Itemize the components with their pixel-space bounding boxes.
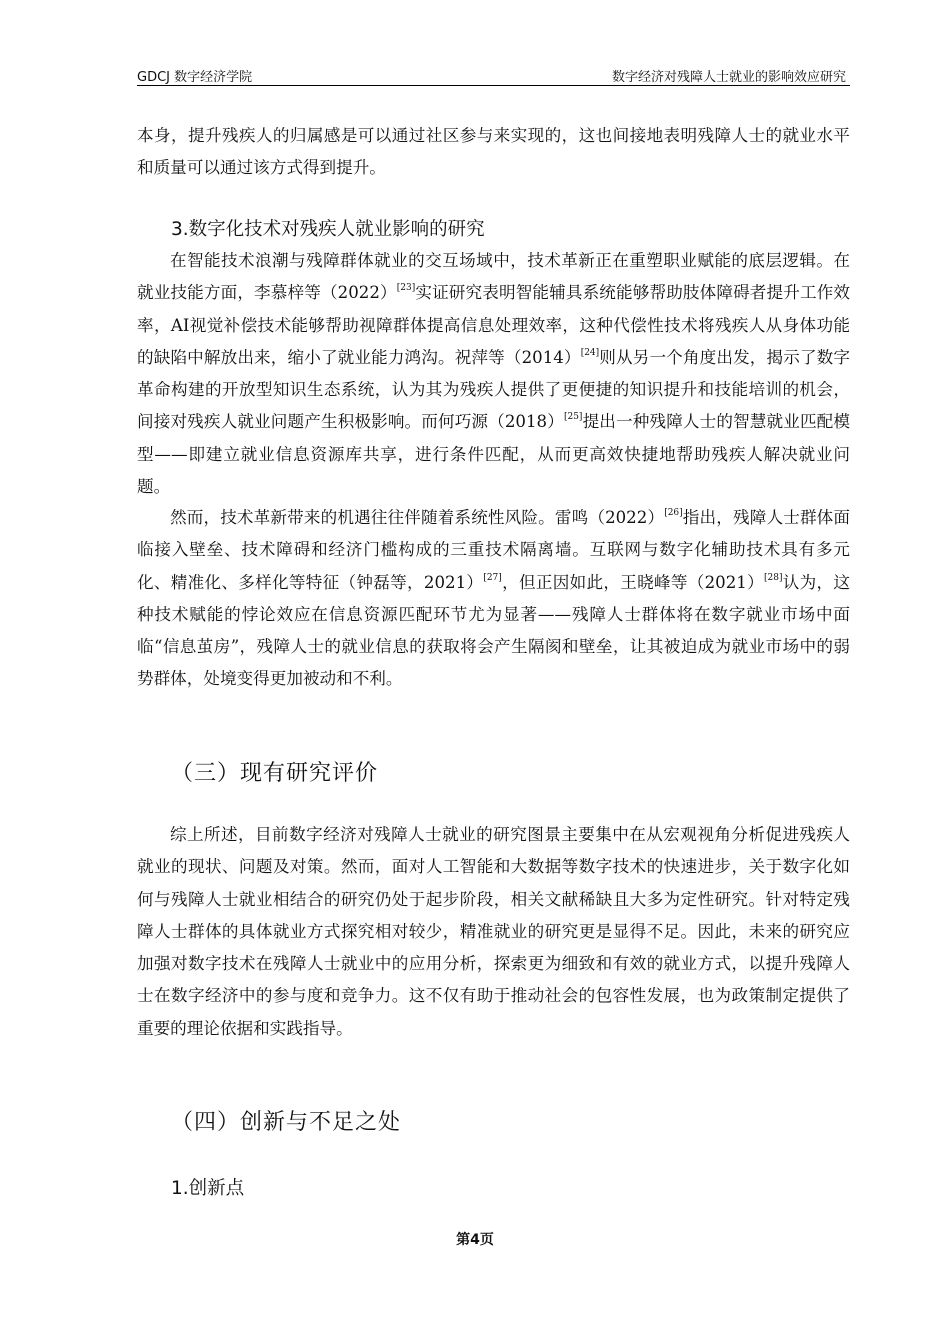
text-span: 在智能技术浪潮与残障群体就业的交互场域中，技术革新正在重塑职业赋能的底层逻辑。在就业技能方面，李慕梓等（2022）	[137, 251, 850, 303]
citation-ref: [28]	[764, 572, 783, 583]
text-span: 指出，残障人士群体面临接入壁垒、技术障碍和经济门槛构成的三重技术隔离墙。互联网与数字化辅助技术具有多元化、精准化、多样化等特征（钟磊等，2021）	[137, 508, 851, 592]
header-left-text: GDCJ 数字经济学院	[137, 70, 253, 85]
intro-paragraph: 本身，提升残疾人的归属感是可以通过社区参与来实现的，这也间接地表明残障人士的就业水平和质量可以通过该方式得到提升。	[137, 126, 850, 178]
text-span: 然而，技术革新带来的机遇往往伴随着系统性风险。雷鸣（2022）	[170, 508, 665, 527]
text-span: 则从另一个角度出发，揭示了数字革命构建的开放型知识生态系统，认为其为残疾人提供了更便捷的知识提升和技能培训的机会，间接对残疾人就业问题产生积极影响。而何巧源（2018）	[137, 347, 850, 432]
section-evaluation-heading: （三）现有研究评价	[171, 761, 379, 786]
section-3-heading: 3.数字化技术对残疾人就业影响的研究	[171, 219, 485, 240]
citation-ref: [26]	[664, 508, 683, 518]
citation-ref: [27]	[483, 572, 502, 583]
evaluation-paragraph: 综上所述，目前数字经济对残障人士就业的研究图景主要集中在从宏观视角分析促进残疾人就业的现状、问题及对策。然而，面对人工智能和大数据等数字技术的快速进步，关于数字化如何与残障人士就业相结合的研究仍处于起步阶段，相关文献稀缺且大多为定性研究。针对特定残障人士群体的具体就业方式探究相对较少，精准就业的研究更是显得不足。因此，未来的研究应加强对数字技术在残障人士就业中的应用分析，探索更为细致和有效的就业方式，以提升残障人士在数字经济中的参与度和竞争力。这不仅有助于推动社会的包容性发展，也为政策制定提供了重要的理论依据和实践指导。	[137, 825, 850, 1038]
page-number: 第4页	[456, 1232, 494, 1248]
section-innovation-heading: （四）创新与不足之处	[171, 1110, 402, 1135]
section-3-paragraph-1	[137, 245, 850, 503]
citation-ref: [25]	[563, 412, 583, 423]
citation-ref: [24]	[580, 347, 600, 358]
text-span: ，但正因如此，王晓峰等（2021）	[501, 572, 765, 592]
header-rule	[137, 85, 850, 86]
section-3-paragraph-2	[137, 502, 850, 696]
text-span: 提出一种残障人士的智慧就业匹配模型——即建立就业信息资源库共享，进行条件匹配，从而更高效快捷地帮助残疾人解决就业问题。	[137, 412, 851, 497]
citation-ref: [23]	[396, 283, 416, 294]
page-header	[137, 66, 850, 86]
header-right-text: 数字经济对残障人士就业的影响效应研究	[611, 70, 846, 85]
innovation-subheading: 1.创新点	[171, 1178, 245, 1199]
text-span: 实证研究表明智能辅具系统能够帮助肢体障碍者提升工作效率，AI视觉补偿技术能够帮助视障群体提高信息处理效率，这种代偿性技术将残疾人从身体功能的缺陷中解放出来，缩小了就业能力鸿沟。祝萍等（2014）	[137, 283, 851, 367]
text-span: 认为，这种技术赋能的悖论效应在信息资源匹配环节尤为显著——残障人士群体将在数字就业市场中面临“信息茧房”，残障人士的就业信息的获取将会产生隔阂和壁垒，让其被迫成为就业市场中的弱势群体，处境变得更加被动和不利。	[137, 572, 851, 689]
